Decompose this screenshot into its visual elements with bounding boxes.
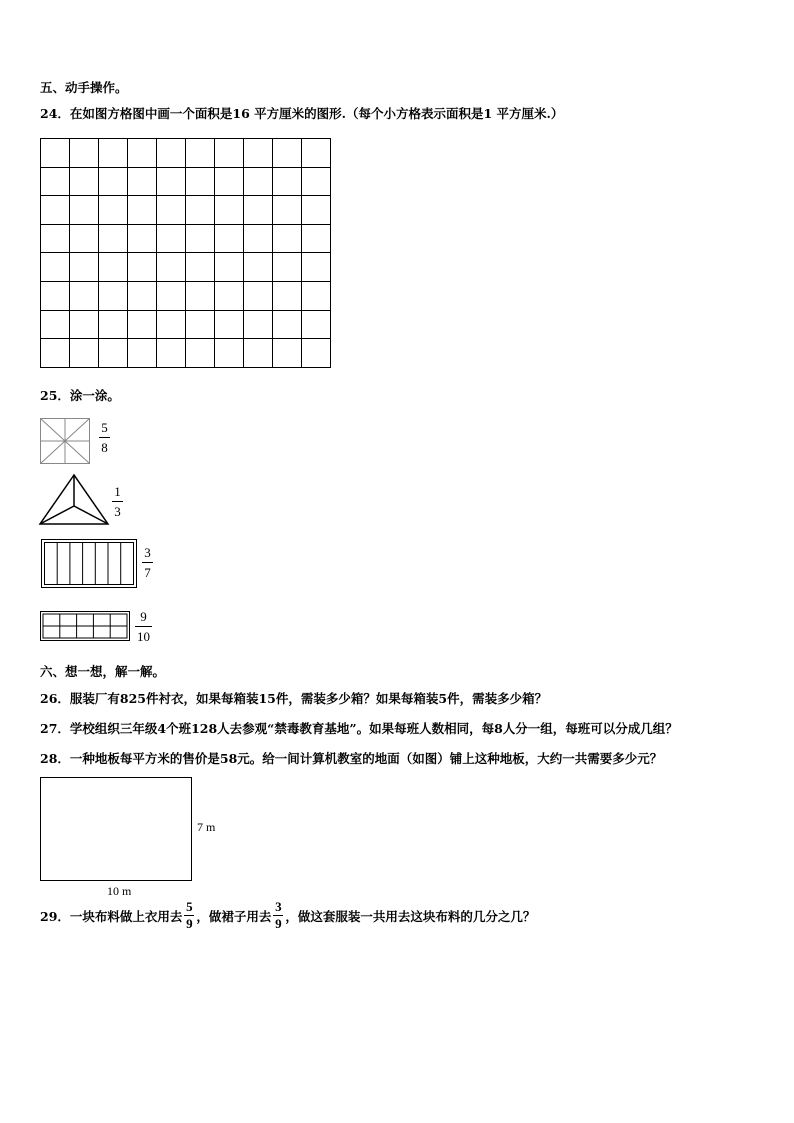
fraction-1-3 bbox=[112, 484, 123, 519]
question-29-part1: 29．一块布料做上衣用去 bbox=[40, 908, 183, 924]
question-24: 24．在如图方格图中画一个面积是16 平方厘米的图形.（每个小方格表示面积是1 平方厘米.） bbox=[40, 106, 564, 121]
square-grid bbox=[40, 138, 332, 369]
triangle-thirds-shape bbox=[38, 473, 110, 527]
question-27: 27．学校组织三年级4个班128人去参观“禁毒教育基地”。如果每班人数相同，每8人分一组，每班可以分成几组？ bbox=[40, 721, 678, 736]
fraction-denominator: 3 bbox=[114, 504, 121, 519]
square-eighths-shape bbox=[39, 417, 91, 465]
fraction-numerator: 3 bbox=[144, 545, 151, 560]
fraction-denominator: 9 bbox=[275, 916, 282, 931]
classroom-floor-rectangle bbox=[39, 776, 193, 882]
section-5-title: 五、动手操作。 bbox=[40, 80, 128, 95]
fraction-denominator: 10 bbox=[137, 629, 150, 644]
fraction-9-10 bbox=[135, 609, 152, 644]
question-28: 28．一种地板每平方米的售价是58元。给一间计算机教室的地面（如图）铺上这种地板，大约一共需要多少元？ bbox=[40, 751, 663, 766]
fraction-numerator: 5 bbox=[186, 899, 193, 914]
rectangle-sevenths-shape bbox=[40, 538, 138, 589]
fraction-numerator: 1 bbox=[114, 484, 121, 499]
question-29-part2: ，做裙子用去 bbox=[196, 908, 272, 924]
fraction-numerator: 5 bbox=[101, 420, 108, 435]
rectangle-tenths-shape bbox=[39, 610, 131, 642]
question-26: 26．服装厂有825件衬衣，如果每箱装15件，需装多少箱？如果每箱装5件，需装多少箱？ bbox=[40, 691, 548, 706]
question-29 bbox=[40, 900, 535, 931]
question-25: 25．涂一涂。 bbox=[40, 388, 120, 403]
fraction-denominator: 9 bbox=[186, 916, 193, 931]
height-label: 7 m bbox=[197, 820, 216, 834]
fraction-5-9 bbox=[184, 900, 194, 931]
section-6-title: 六、想一想，解一解。 bbox=[40, 664, 166, 679]
fraction-bar bbox=[142, 562, 153, 563]
fraction-bar bbox=[99, 437, 110, 438]
fraction-3-7 bbox=[142, 545, 153, 580]
fraction-denominator: 8 bbox=[101, 440, 108, 455]
width-label: 10 m bbox=[107, 884, 132, 898]
fraction-bar bbox=[112, 501, 123, 502]
question-29-part3: ，做这套服装一共用去这块布料的几分之几？ bbox=[285, 908, 536, 924]
fraction-3-9 bbox=[273, 900, 283, 931]
fraction-denominator: 7 bbox=[144, 565, 151, 580]
fraction-bar bbox=[135, 626, 152, 627]
fraction-numerator: 9 bbox=[140, 609, 147, 624]
fraction-5-8 bbox=[99, 420, 110, 455]
fraction-numerator: 3 bbox=[275, 899, 282, 914]
